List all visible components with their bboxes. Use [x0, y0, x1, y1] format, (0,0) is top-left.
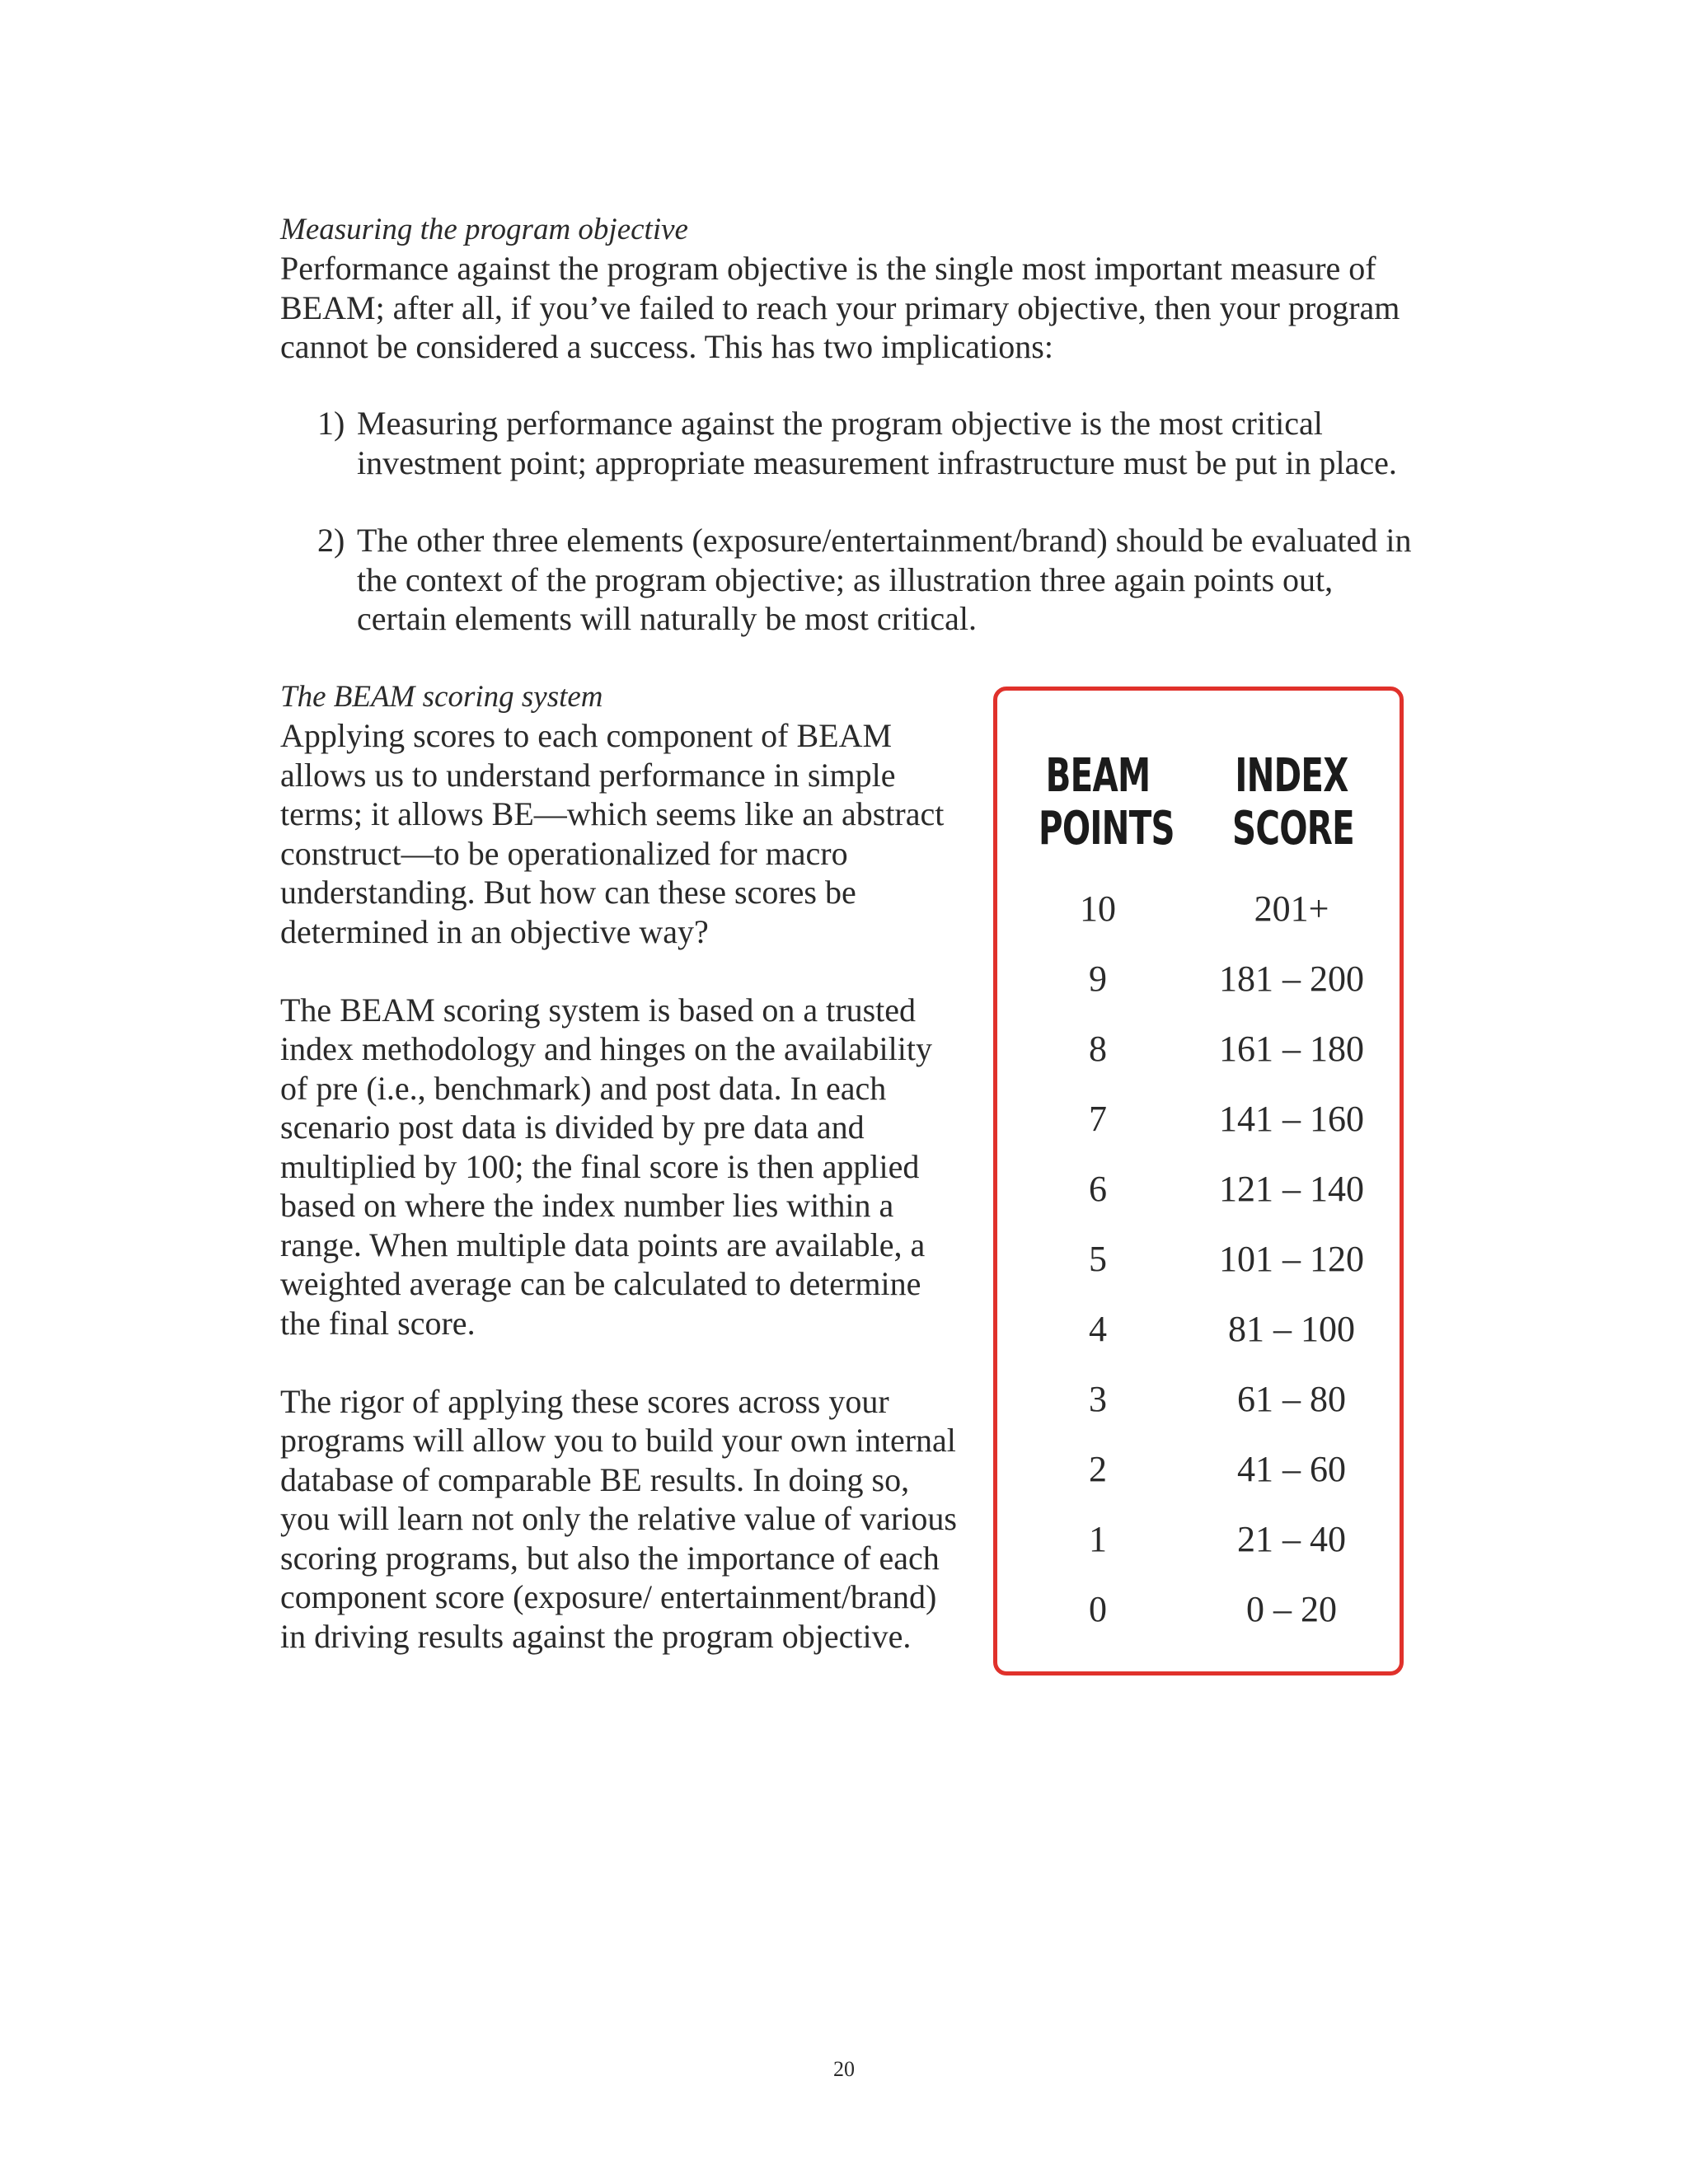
beam-points-cell: 3: [1089, 1379, 1107, 1419]
page-number: 20: [833, 2057, 855, 2081]
section-scoring-system: [280, 677, 964, 1656]
section-paragraph: Performance against the program objective is the single most important measure of BEAM; after all, if you’ve failed to reach your primary objective, then your program cannot be considered a success. This has two implications:: [280, 250, 1400, 365]
index-score-cell: 141 – 160: [1219, 1099, 1364, 1139]
beam-points-cell: 5: [1089, 1239, 1107, 1279]
implications-list: [317, 404, 1422, 677]
beam-points-cell: 2: [1089, 1449, 1107, 1489]
section-paragraph: The BEAM scoring system is based on a trusted index methodology and hinges on the availability of pre (i.e., benchmark) and post data. In each scenario post data is divided by pre data and multiplied by 100; the final score is then applied based on where the index number lies within a range. When multiple data points are available, a weighted average can be calculated to determine the final score.: [280, 991, 932, 1342]
index-score-cell: 101 – 120: [1219, 1239, 1364, 1279]
beam-points-cell: 4: [1089, 1309, 1107, 1349]
list-item: [317, 404, 1422, 482]
index-score-cell: 0 – 20: [1246, 1589, 1337, 1629]
index-score-cell: 21 – 40: [1237, 1519, 1346, 1559]
section-heading: The BEAM scoring system: [280, 680, 603, 714]
column-header-index-score: INDEX SCORE: [1232, 749, 1354, 855]
section-paragraph: Applying scores to each component of BEAM allows us to understand performance in simple terms; it allows BE—which seems like an abstract construct—to be operationalized for macro understanding. But how can these scores be determined in an objective way?: [280, 717, 945, 950]
score-table: [993, 687, 1404, 1675]
index-score-cell: 201+: [1254, 888, 1329, 929]
table-row: [997, 1445, 1408, 1494]
table-row: [997, 1375, 1408, 1424]
beam-points-cell: 9: [1089, 958, 1107, 999]
table-row: [997, 1515, 1408, 1564]
section-program-objective: [280, 210, 1434, 367]
table-row: [997, 884, 1408, 934]
table-row: [997, 1585, 1408, 1634]
table-row: [997, 1165, 1408, 1214]
list-item-text: The other three elements (exposure/entertainment/brand) should be evaluated in the context of the program objective; as illustration three again points out, certain elements will naturally be most critical.: [357, 522, 1412, 637]
list-item-text: Measuring performance against the program objective is the most critical investment point; appropriate measurement infrastructure must be put in place.: [357, 405, 1397, 481]
table-row: [997, 1094, 1408, 1144]
list-item-number: 1): [317, 405, 345, 442]
index-score-cell: 181 – 200: [1219, 958, 1364, 999]
index-score-cell: 41 – 60: [1237, 1449, 1346, 1489]
section-heading: Measuring the program objective: [280, 213, 688, 246]
table-row: [997, 954, 1408, 1004]
index-score-cell: 81 – 100: [1228, 1309, 1355, 1349]
index-score-cell: 61 – 80: [1237, 1379, 1346, 1419]
beam-points-cell: 1: [1089, 1519, 1107, 1559]
section-paragraph: The rigor of applying these scores across your programs will allow you to build your own internal database of comparable BE results. In doing so, you will learn not only the relative value of various scoring programs, but also the importance of each component score (exposure/ entertainment/brand) in driving results against the program objective.: [280, 1382, 957, 1655]
beam-points-cell: 10: [1080, 888, 1116, 929]
table-row: [997, 1024, 1408, 1074]
table-row: [997, 1235, 1408, 1284]
index-score-cell: 121 – 140: [1219, 1169, 1364, 1209]
beam-points-cell: 7: [1089, 1099, 1107, 1139]
list-item-number: 2): [317, 522, 345, 559]
index-score-cell: 161 – 180: [1219, 1029, 1364, 1069]
table-row: [997, 1305, 1408, 1354]
beam-points-cell: 0: [1089, 1589, 1107, 1629]
beam-points-cell: 6: [1089, 1169, 1107, 1209]
list-item: [317, 521, 1422, 639]
beam-points-cell: 8: [1089, 1029, 1107, 1069]
column-header-beam-points: BEAM POINTS: [1039, 749, 1175, 855]
